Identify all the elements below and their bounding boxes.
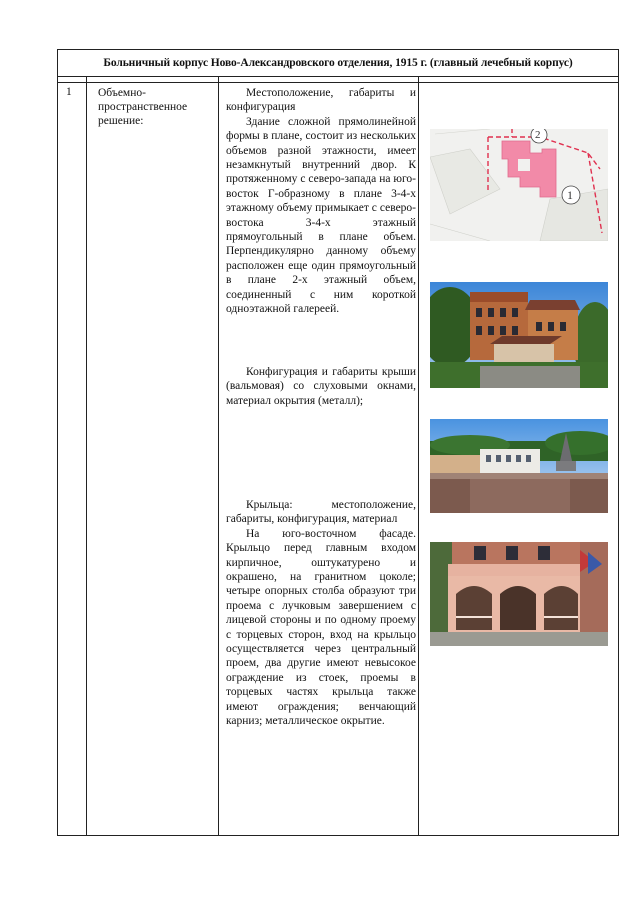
map-label-1: 1 bbox=[567, 188, 573, 202]
row-number: 1 bbox=[66, 86, 72, 98]
porch-section bbox=[226, 498, 416, 729]
table-title: Больничный корпус Ново-Александровского отделения, 1915 г. (главный лечебный корпус) bbox=[58, 50, 618, 77]
porch-photo-svg bbox=[430, 542, 608, 646]
column-divider bbox=[218, 77, 219, 835]
courtyard-photo bbox=[430, 419, 608, 513]
porch-photo bbox=[430, 542, 608, 646]
map-label-2: 2 bbox=[535, 129, 541, 141]
porch-text: На юго-восточном фасаде. Крыльцо перед главным входом кирпичное, оштукатурено и окрашено, на гранитном цоколе; четыре опорных столба образуют три проема с лучковым завершением с лицевой стороны и по одному проему с торцевых сторон, вход на крыльцо осуществляется через центральный проем, два другие имеют невысокое ограждение из стоек, проемы в торцевых частях крыльца также имеют ограждения; венчающий карниз; металлическое окрытие. bbox=[226, 527, 416, 728]
roof-text: Конфигурация и габариты крыши (вальмовая) со слуховыми окнами, материал окрытия (металл); bbox=[226, 366, 416, 407]
location-section bbox=[226, 86, 416, 317]
column-divider bbox=[418, 77, 419, 835]
location-heading: Местоположение, габариты и конфигурация bbox=[226, 87, 416, 114]
building-photo-svg bbox=[430, 282, 608, 388]
row-top-border bbox=[58, 82, 618, 83]
courtyard-photo-svg bbox=[430, 419, 608, 513]
roof-section bbox=[226, 365, 416, 408]
row-name: Объемно-пространственное решение: bbox=[98, 87, 188, 127]
porch-heading: Крыльца: местоположение, габариты, конфигурация, материал bbox=[226, 499, 416, 526]
passport-table bbox=[57, 49, 619, 836]
site-plan-image bbox=[430, 129, 608, 241]
column-divider bbox=[86, 77, 87, 835]
location-text: Здание сложной прямолинейной формы в плане, состоит из нескольких объемов разной этажности, имеет незамкнутый внутренний двор. К протяженному с северо-запада на юго-восток Г-образному в плане 3-4-х этажному объему примыкает с северо-востока 3-4-х этажный прямоугольный в плане объем. Перпендикулярно данному объему расположен еще один прямоугольный в плане 2-х этажный объем, соединенный с ним короткой одноэтажной галереей. bbox=[226, 115, 416, 316]
building-photo bbox=[430, 282, 608, 388]
site-plan-svg bbox=[430, 129, 608, 241]
